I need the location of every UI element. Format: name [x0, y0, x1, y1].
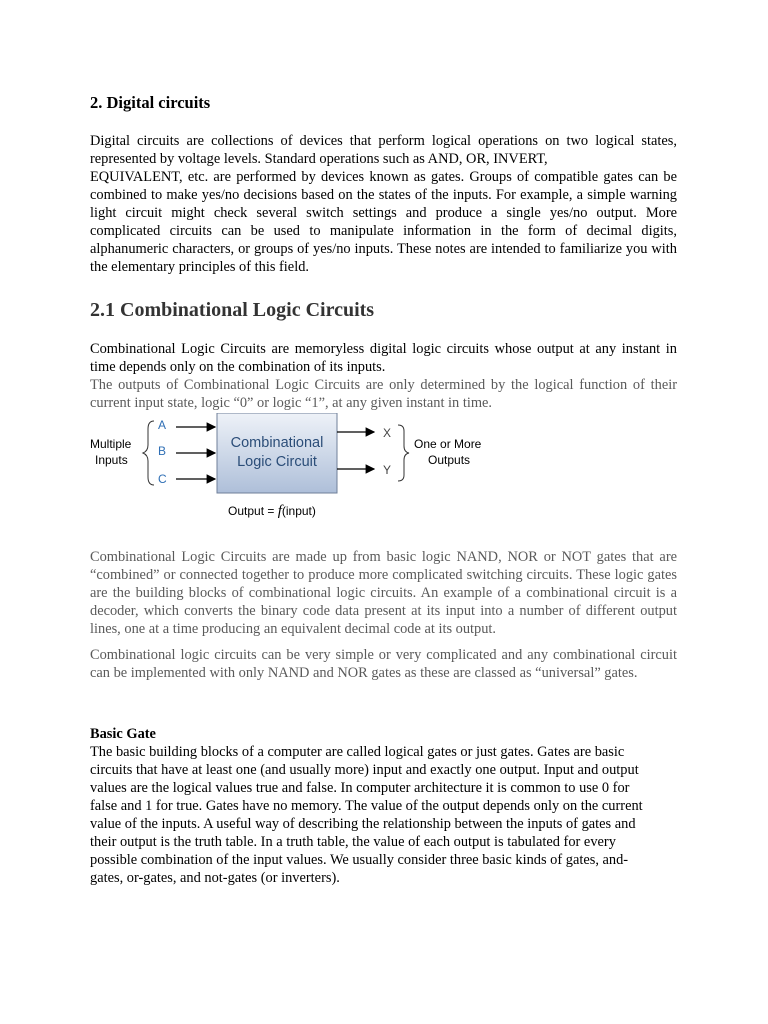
intro-line-2: represented by voltage levels. Standard operations such as AND, OR, INVERT, — [90, 151, 548, 167]
intro-line-3: EQUIVALENT, etc. are performed by devices known as gates. Groups of compatible gates can be combined to make yes/no decisions based on the states of the inputs. For example, a simple warning light circuit might check several switch settings and produce a single yes/no output. More complicated circuits can be used to manipulate information in the form of decimal digits, alphanumeric characters, or groups of yes/no inputs. These notes are intended to familiarize you with the elementary principles of this field. — [90, 169, 677, 275]
basic-gate-line-1: The basic building blocks of a computer are called logical gates or just gates. Gates are basic — [90, 744, 625, 760]
outputs-label-line-2: Outputs — [428, 453, 471, 467]
inputs-label-line-2: Inputs — [95, 453, 128, 467]
definition-paragraph: Combinational Logic Circuits are memoryless digital logic circuits whose output at any instant in time depends only on the combination of its inputs. — [90, 341, 677, 375]
combinational-logic-diagram — [88, 413, 493, 523]
inputs-label-line-1: Multiple — [90, 437, 132, 451]
basic-gate-line-8: gates, or-gates, and not-gates (or inverters). — [90, 870, 340, 886]
intro-paragraph — [90, 132, 677, 276]
basic-gate-line-3: values are the logical values true and false. In computer architecture it is common to use 0 for — [90, 780, 630, 796]
universal-gates-paragraph: Combinational logic circuits can be very simple or very complicated and any combinational circuit can be implemented with only NAND and NOR gates as these are classed as “universal” gates. — [90, 647, 677, 681]
outputs-brace — [398, 425, 409, 481]
basic-gate-line-5: value of the inputs. A useful way of describing the relationship between the inputs of gates and — [90, 816, 636, 832]
logic-circuit-box — [217, 413, 337, 493]
basic-gate-line-6: their output is the truth table. In a truth table, the value of each output is tabulated for every — [90, 834, 616, 850]
basic-gate-heading: Basic Gate — [90, 726, 156, 742]
output-formula: Output = f(input) — [228, 503, 316, 519]
basic-gate-line-7: possible combination of the input values. We usually consider three basic kinds of gates, and- — [90, 852, 629, 868]
input-b-label: B — [158, 444, 167, 458]
outputs-label-line-1: One or More — [414, 437, 482, 451]
output-x-label: X — [383, 426, 392, 440]
output-y-label: Y — [383, 463, 392, 477]
outputs-note-paragraph: The outputs of Combinational Logic Circuits are only determined by the logical function of their current input state, logic “0” or logic “1”, at any given instant in time. — [90, 377, 677, 411]
section-heading: 2. Digital circuits — [90, 93, 211, 112]
made-up-paragraph: Combinational Logic Circuits are made up from basic logic NAND, NOR or NOT gates that are “combined” or connected together to produce more complicated switching circuits. These logic gates are the building blocks of combinational logic circuits. An example of a combinational circuit is a decoder, which converts the binary code data present at its input into a number of different output lines, one at a time producing an equivalent decimal code at its output. — [90, 549, 677, 637]
basic-gate-block — [90, 725, 677, 887]
inputs-brace — [143, 421, 154, 485]
basic-gate-line-2: circuits that have at least one (and usually more) input and exactly one output. Input and output — [90, 762, 639, 778]
basic-gate-line-4: false and 1 for true. Gates have no memory. The value of the output depends only on the current — [90, 798, 643, 814]
intro-line-1: Digital circuits are collections of devices that perform logical operations on two logical states, — [90, 133, 677, 149]
subsection-heading: 2.1 Combinational Logic Circuits — [90, 299, 375, 321]
box-label-line-2: Logic Circuit — [237, 454, 317, 470]
box-label-line-1: Combinational — [230, 435, 324, 451]
input-c-label: C — [158, 472, 167, 486]
input-a-label: A — [158, 418, 167, 432]
